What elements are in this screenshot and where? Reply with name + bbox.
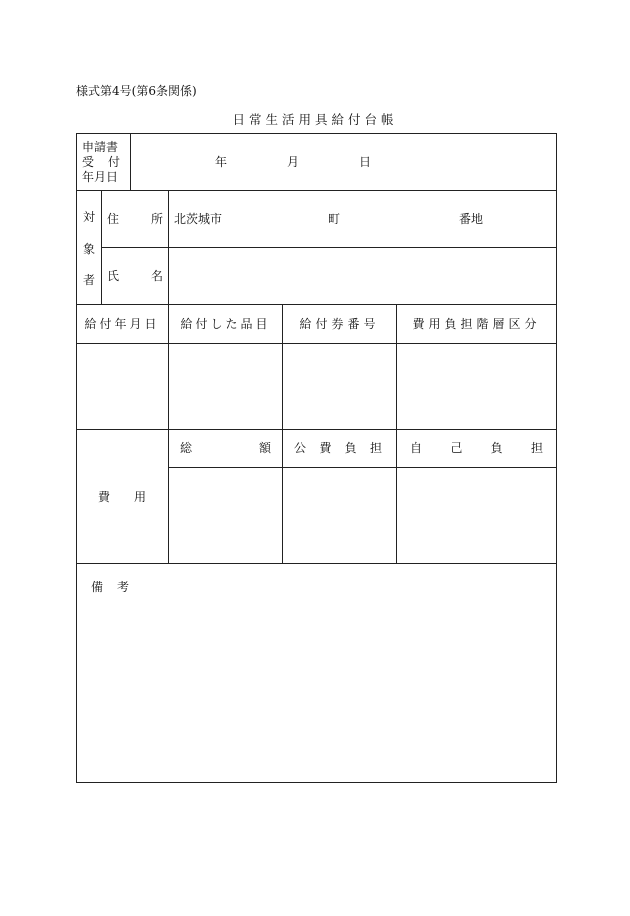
form-number: 様式第4号(第6条関係) [76,84,197,98]
column-header-voucher-number: 給付券番号 [299,317,380,331]
document-title: 日常生活用具給付台帳 [232,112,398,127]
rule-after-cost-headers [168,467,557,468]
recipient-label-sha: 者 [82,273,95,287]
received-day: 日 [359,155,372,169]
rule-after-entry [76,429,557,430]
recipient-label-shou: 象 [82,241,95,256]
received-label-line1: 申請書 [82,140,119,154]
address-lot-label: 番地 [459,212,484,226]
received-label-tsuke: 付 [107,155,120,169]
rule-after-address [101,247,557,248]
rule-received-split [130,133,131,190]
column-header-grant-date: 給付年月日 [84,317,160,331]
remarks-label-bi: 備 [91,580,104,594]
public-share-char-2: 費 [319,441,332,455]
rule-after-columns [76,343,557,344]
cost-header-total [180,442,271,454]
cost-label-you: 用 [133,490,146,504]
public-share-char-1: 公 [294,441,307,455]
remarks-label-kou: 考 [116,580,129,594]
name-label-shi: 氏 [107,269,120,283]
public-share-char-4: 担 [369,441,382,455]
ledger-table [76,133,557,783]
rule-recipient-group [101,190,102,304]
cost-total-sou: 総 [180,441,193,455]
rule-col-2 [282,304,283,563]
rule-after-received [76,190,557,191]
recipient-label-tai: 対 [82,210,95,224]
cost-total-gaku: 額 [258,441,271,455]
rule-after-costs [76,563,557,564]
received-label-uke: 受 [82,155,95,169]
address-city: 北茨城市 [174,212,223,226]
table-border-left [76,133,77,783]
received-label-line2 [82,156,120,168]
name-label-mei: 名 [150,269,163,283]
address-town-label: 町 [328,212,341,226]
received-month: 月 [287,155,300,169]
address-label-sho: 所 [150,212,163,226]
rule-col-3 [396,304,397,563]
self-share-char-4: 担 [530,441,543,455]
table-border-top [76,133,557,134]
public-share-char-3: 負 [344,441,357,455]
table-border-bottom [76,782,557,783]
address-label-ju: 住 [107,212,120,226]
rule-col-1 [168,190,169,563]
self-share-char-2: 己 [450,441,463,455]
cost-label [98,491,146,503]
recipient-group-label [82,208,96,288]
cost-header-public-share [294,442,382,454]
rule-after-name [76,304,557,305]
address-label [107,213,163,225]
cost-label-hi: 費 [98,490,111,504]
received-year: 年 [215,155,228,169]
received-label-line3: 年月日 [82,170,119,184]
table-border-right [556,133,557,783]
remarks-label [91,581,129,593]
self-share-char-1: 自 [410,441,423,455]
name-label [107,270,163,282]
cost-header-self-share [410,442,543,454]
self-share-char-3: 負 [490,441,503,455]
column-header-cost-bracket: 費用負担階層区分 [412,317,541,331]
column-header-granted-item: 給付した品目 [180,317,271,331]
